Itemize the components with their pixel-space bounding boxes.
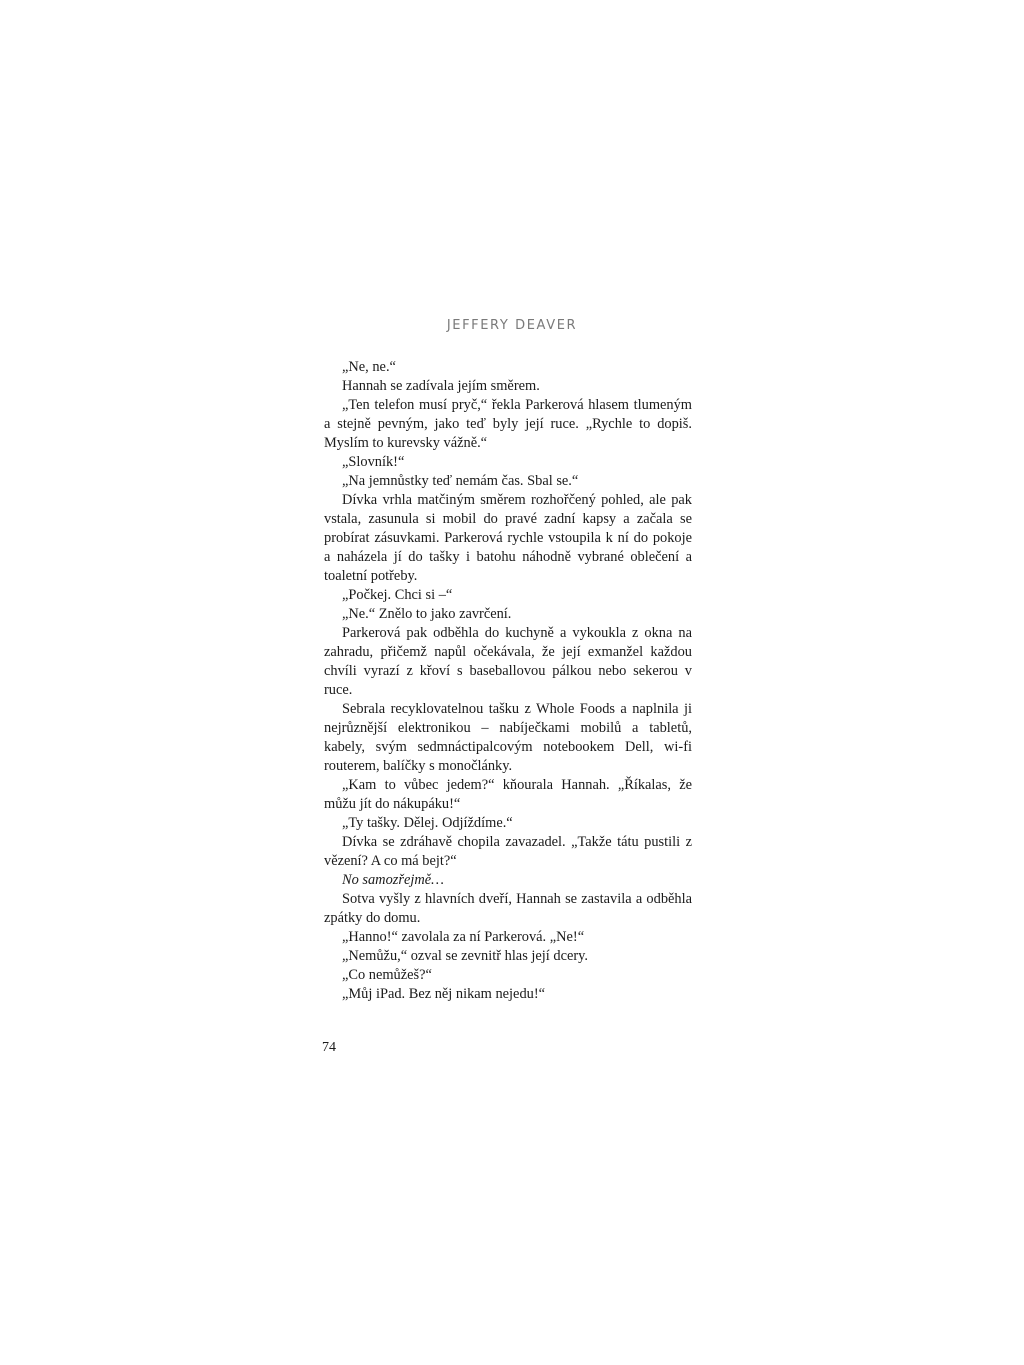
paragraph: „Slovník!“	[342, 454, 405, 470]
paragraph: „Hanno!“ zavolala za ní Parkerová. „Ne!“	[342, 929, 585, 945]
paragraph: Hannah se zadívala jejím směrem.	[342, 378, 540, 394]
paragraph: „Ty tašky. Dělej. Odjíždíme.“	[342, 815, 513, 831]
paragraph: „Ne, ne.“	[342, 359, 396, 375]
paragraph: „Nemůžu,“ ozval se zevnitř hlas její dcery.	[342, 948, 588, 964]
paragraph: „Můj iPad. Bez něj nikam nejedu!“	[342, 986, 546, 1002]
paragraph: Dívka se zdráhavě chopila zavazadel. „Takže tátu pustili z vězení? A co má bejt?“	[324, 834, 692, 869]
page-number: 74	[322, 1040, 336, 1055]
running-head: JEFFERY DEAVER	[446, 318, 578, 333]
paragraph: Dívka vrhla matčiným směrem rozhořčený pohled, ale pak vstala, zasunula si mobil do pravé zadní kapsy a začala se probírat zásuvkami. Parkerová rychle vstoupila k ní do pokoje a naházela jí do tašky i batohu náhodně vybrané oblečení a toaletní potřeby.	[324, 492, 692, 584]
paragraph: „Ne.“ Znělo to jako zavrčení.	[342, 606, 512, 622]
body-text	[324, 358, 692, 1004]
paragraph: „Ten telefon musí pryč,“ řekla Parkerová hlasem tlumeným a stejně pevným, jako teď byly její ruce. „Rychle to dopiš. Myslím to kurevsky vážně.“	[324, 397, 692, 451]
paragraph-italic: No samozřejmě…	[342, 872, 444, 888]
paragraph: Sotva vyšly z hlavních dveří, Hannah se zastavila a odběhla zpátky do domu.	[324, 891, 692, 926]
paragraph: Sebrala recyklovatelnou tašku z Whole Foods a naplnila ji nejrůznější elektronikou – nabíječkami mobilů a tabletů, kabely, svým sedmnáctipalcovým notebookem Dell, wi-fi routerem, balíčky s monočlánky.	[324, 701, 692, 774]
paragraph: „Co nemůžeš?“	[342, 967, 432, 983]
paragraph: „Kam to vůbec jedem?“ kňourala Hannah. „Říkalas, že můžu jít do nákupáku!“	[324, 777, 692, 812]
paragraph: Parkerová pak odběhla do kuchyně a vykoukla z okna na zahradu, přičemž napůl očekávala, že její exmanžel každou chvíli vyrazí z křoví s baseballovou pálkou nebo sekerou v ruce.	[324, 625, 692, 698]
paragraph: „Na jemnůstky teď nemám čas. Sbal se.“	[342, 473, 579, 489]
paragraph: „Počkej. Chci si –“	[342, 587, 453, 603]
